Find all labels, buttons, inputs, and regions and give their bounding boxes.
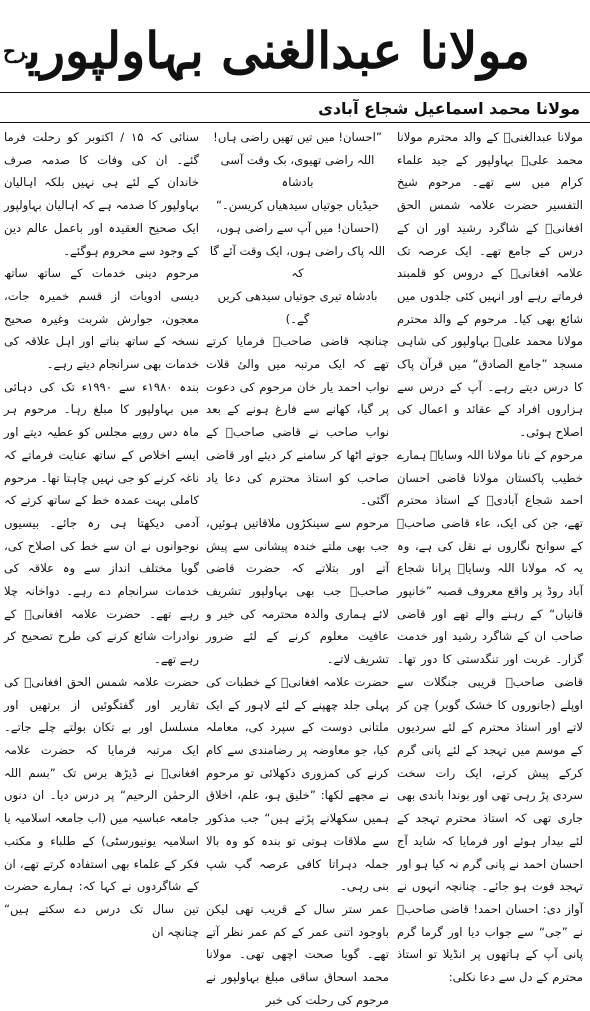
verse-translation-line: بادشاہ تیری جوتیاں سیدھی کریں گے۔) (217, 288, 378, 326)
text-column-left (4, 126, 199, 939)
paragraph: چنانچہ قاضی صاحبؒ فرمایا کرتے تھے کہ ایک مرتبہ میں والیٔ قلات نواب احمد یار خان مرحوم کی دعوت پر گیا، کھانے سے فارغ ہونے کے بعد نواب صاحب نے قاضی صاحبؒ کے جوتے اٹھا کر سامنے کر دیئے اور قاضی صاحب کو استاذ محترم کی دعا یاد آگئی۔ (206, 334, 389, 508)
verse-line: ”احسان! میں تیں تھیں راضی ہاں! (213, 130, 382, 144)
paragraph: مرحوم کے نانا مولانا اللہ وسایاؒ ہمارے خطیب پاکستان مولانا قاضی احسان احمد شجاع آبادیؒ کے استاذ محترم تھے، جن کی ایک، عاء قاضی صاحبؒ کے سوانح نگاروں نے نقل کی ہے، وہ یہ کہ مولانا اللہ وسایاؒ پرانا شجاع آباد روڈ پر واقع معروف قصبہ ”خانپور قانیاں“ کے رہنے والے تھے اور قاضی صاحب ان کے شاگرد رشید اور خدمت گزار۔ غربت اور تنگدستی کا دور تھا۔ قاضی صاحبؒ قریبی جنگلات سے اوپلے (جانوروں کا خشک گوبر) چن کر لاتے اور استاذ محترم کے لئے سردیوں کے موسم میں تہجد کے لئے پانی گرم کرکے پیش کرتے، ایک رات سخت سردی پڑ رہی تھی اور بوندا باندی بھی جاری تھی کہ استاذ محترم تہجد کے لئے بیدار ہوئے اور فرمایا کہ شاید آج احسان احمد نے پانی گرم نہ کیا ہو اور تہجد فوت ہو جائے۔ چنانچہ انہوں نے آواز دی: احسان احمد! قاضی صاحبؒ نے ”جی“ سے جواب دیا اور گرما گرم پانی آپ کے ہاتھوں پر انڈیلا تو استاذ محترم کے دل سے دعا نکلی: (397, 447, 583, 985)
paragraph: عمر ستر سال کے قریب تھی لیکن باوجود اتنی عمر کے کم عمر نظر آتے تھے۔ گویا صحت اچھی تھی۔ مولانا محمد اسحاق ساقی مبلغ بہاولپور نے مرحوم کی رحلت کی خبر (206, 901, 389, 1007)
verse-line: حیڈیاں جوتیاں سیدھیاں کریسن۔“ (215, 198, 380, 213)
paragraph: سنائی کہ ۱۵ / اکتوبر کو رحلت فرما گئے۔ ان کی وفات کا صدمہ صرف خاندان کے لئے ہی نہیں بلکہ اہالیان بہاولپور کا صدمہ ہے کہ اہالیان بہاولپور ایک صحیح العقیدہ اور باعمل عالم دین کے وجود سے محروم ہوگئے۔ (4, 130, 199, 258)
title-honorific: رح (2, 39, 27, 63)
paragraph: بندہ ۱۹۸۰ء سے ۱۹۹۰ء تک کی دہائی میں بہاولپور کا مبلغ رہا۔ مرحوم ہر ماہ دس روپے مجلس کو عطیہ دیتے اور ایسے اخلاص کے ساتھ عنایت فرماتے کہ ناغہ کرنے کو جی نہیں چاہتا تھا۔ مرحوم کاملی بہت عمدہ خط کے ساتھ کرتے کہ آدمی دیکھتا ہی رہ جائے۔ بیسیوں نوجوانوں نے ان سے خط کی اصلاح کی، گویا مختلف انداز سے وہ علاقہ کی خدمات سرانجام دے رہے۔ دواخانہ چلا رہے تھے۔ حضرت علامہ افغانیؒ کے نوادرات شائع کرنے کی طرح تصحیح کر رہے تھے۔ (4, 379, 199, 667)
text-column-middle (206, 126, 389, 1007)
title-text: مولانا عبدالغنی بہاولپوری (26, 21, 530, 80)
title-divider (0, 92, 590, 93)
verse-translation-line: اللہ پاک راضی ہوں، ایک وقت آئے گا کہ (209, 243, 386, 281)
article-title (2, 12, 530, 90)
paragraph: مرحوم دینی خدمات کے ساتھ ساتھ دیسی ادویات از قسم خمیرہ جات، معجون، جوارش شربت وغیرہ صحیح نسخہ کے ساتھ بناتے اور اہل علاقہ کی خدمات بھی سرانجام دیتے رہے۔ (4, 266, 199, 372)
paragraph: مرحوم سے سینکڑوں ملاقاتیں ہوئیں، جب بھی ملتے خندہ پیشانی سے پیش آتے اور بتلاتے کہ حضرت قاضی صاحبؒ جب بھی بہاولپور تشریف لائے ہماری والدہ محترمہ کی خیر و عافیت معلوم کرنے کے لئے ضرور تشریف لاتے۔ (206, 515, 389, 667)
paragraph: مولانا عبدالغنیؒ کے والد محترم مولانا محمد علیؒ بہاولپور کے جید علماء کرام میں سے تھے۔ مرحوم شیخ التفسیر حضرت علامہ شمس الحق افغانیؒ کے شاگرد رشید اور ان کے درس کے جامع تھے۔ ایک عرصہ تک علامہ افغانیؒ کے دروس کو قلمبند فرماتے رہے اور انہیں کئی جلدوں میں شائع بھی کیا۔ مرحوم کے والد محترم مولانا محمد علیؒ بہاولپور کی شاہی مسجد ”جامع الصادق“ میں قرآن پاک کا درس دیتے رہے۔ آپ کے درس سے ہزاروں افراد کے عقائد و اعمال کی اصلاح ہوئی۔ (397, 130, 583, 440)
paragraph: حضرت علامہ شمس الحق افغانیؒ کی تقاریر اور گفتگوئیں از برتھیں اور مسلسل اور بے تکان بولتے چلے جاتے۔ ایک مرتبہ فرمایا کہ حضرت علامہ افغانیؒ نے ڈیڑھ برس تک ”بسم اللہ الرحمٰن الرحیم“ پر درس دیا۔ ان دنوں جامعہ عباسیہ میں (اب جامعہ اسلامیہ یا اسلامیہ یونیورسٹی) کے طلباء و مکتب فکر کے علماء بھی استفادہ کرتے تھے، ان کے شاگردوں نے کہا کہ: ہمارے حضرت تین سال تک درس دے سکتے ہیں“ چنانچہ ان (4, 674, 199, 939)
verse-translation-line: (احسان! میں آپ سے راضی ہوں، (216, 220, 379, 235)
text-column-right (397, 126, 583, 985)
byline-divider (0, 122, 590, 123)
author-byline: مولانا محمد اسماعیل شجاع آبادی (318, 99, 580, 118)
paragraph: حضرت علامہ افغانیؒ کے خطبات کی پہلی جلد چھپنے کے لئے لاہور کے ایک ملتانی دوست کے سپرد کی، معاملہ کیا، جو معاوضہ پر رضامندی سے کام کرنے کی کمزوری دکھلائی تو مرحوم نے مجھے لکھا: ”خلیق ہو، علم، اخلاق ہمیں سکھلانے پڑتے ہیں“ جب مذکور سے ملاقات ہوتی تو بندہ کو وہ بالا جملہ دہراتا کافی عرصہ گپ شپ بنی رہی۔ (206, 674, 389, 894)
verse-line: اللہ راضی تھیوی، بک وقت آسی بادشاہ (220, 152, 375, 190)
